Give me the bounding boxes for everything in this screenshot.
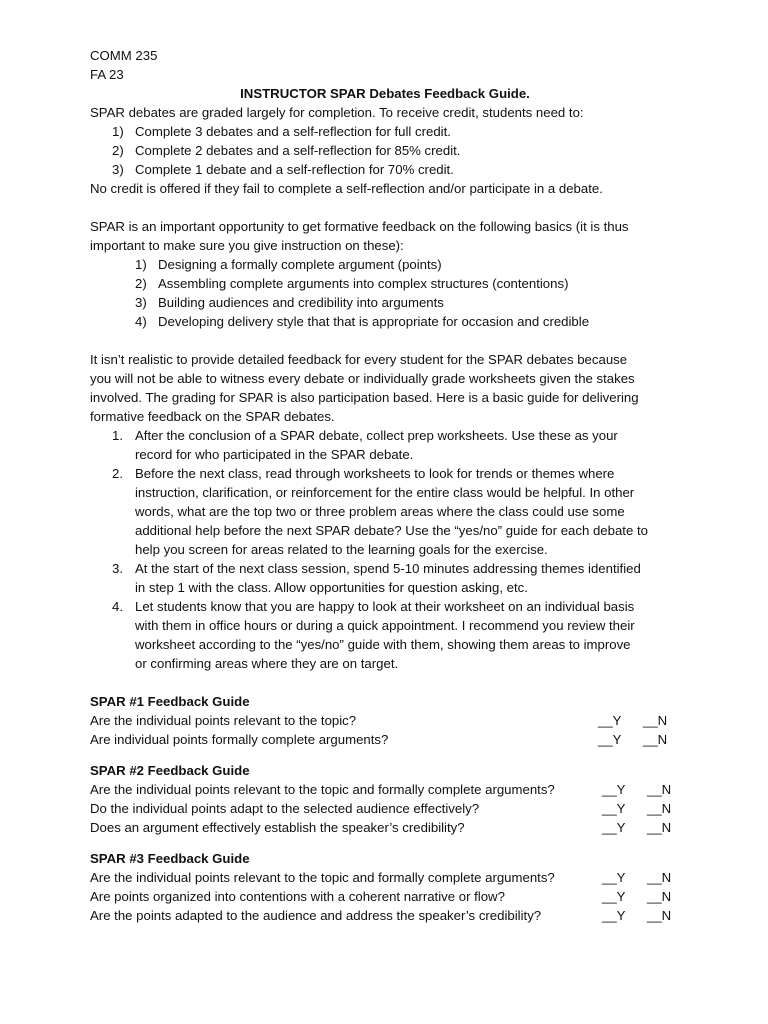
step-item: 3. At the start of the next class session, spend 5-10 minutes addressing themes identified in step 1 with the class. Allow opportunities for question asking, etc. [112,561,641,595]
course-code: COMM 235 [90,48,158,63]
feedback-question: Do the individual points adapt to the selected audience effectively? __Y __N [90,801,672,816]
yes-blank: __Y [602,908,626,923]
feedback-question: Does an argument effectively establish the speaker’s credibility? __Y __N [90,820,672,835]
yes-blank: __Y [602,820,626,835]
feedback-question: Are the points adapted to the audience and address the speaker’s credibility? __Y __N [90,908,672,923]
yes-blank: __Y [598,732,622,747]
step-item: 1. After the conclusion of a SPAR debate, collect prep worksheets. Use these as your record for who participated in the SPAR debate. [112,428,618,462]
document-title: INSTRUCTOR SPAR Debates Feedback Guide. [240,86,530,101]
no-blank: __N [647,782,672,797]
list-item: 3) Building audiences and credibility into arguments [135,295,444,310]
no-blank: __N [647,908,672,923]
yes-blank: __Y [602,782,626,797]
feedback-question: Are the individual points relevant to the topic? __Y __N [90,713,668,728]
feedback-heading-spar-3: SPAR #3 Feedback Guide [90,851,250,866]
basics-lead: important to make sure you give instruction on these): [90,238,404,253]
list-item: 1) Complete 3 debates and a self-reflection for full credit. [112,124,451,139]
guide-lead: formative feedback on the SPAR debates. [90,409,335,424]
guide-lead: involved. The grading for SPAR is also participation based. Here is a basic guide for delivering [90,390,639,405]
list-item: 4) Developing delivery style that that is appropriate for occasion and credible [135,314,590,329]
feedback-heading-spar-1: SPAR #1 Feedback Guide [90,694,250,709]
feedback-question: Are the individual points relevant to the topic and formally complete arguments? __Y __N [90,870,672,885]
feedback-question: Are the individual points relevant to the topic and formally complete arguments? __Y __N [90,782,672,797]
no-blank: __N [647,889,672,904]
no-blank: __N [647,820,672,835]
feedback-heading-spar-2: SPAR #2 Feedback Guide [90,763,250,778]
yes-blank: __Y [602,870,626,885]
document-page [90,46,690,925]
intro-lead: SPAR debates are graded largely for completion. To receive credit, students need to: [90,105,584,120]
basics-lead: SPAR is an important opportunity to get formative feedback on the following basics (it is thus [90,219,629,234]
guide-steps [90,426,690,673]
yes-blank: __Y [602,889,626,904]
list-item: 2) Assembling complete arguments into complex structures (contentions) [135,276,569,291]
no-blank: __N [647,801,672,816]
list-item: 2) Complete 2 debates and a self-reflection for 85% credit. [112,143,461,158]
yes-blank: __Y [602,801,626,816]
guide-lead: you will not be able to witness every debate or individually grade worksheets given the stakes [90,371,635,386]
yes-blank: __Y [598,713,622,728]
credit-list [90,122,690,179]
no-blank: __N [643,713,668,728]
basics-list [90,255,690,331]
step-item: 4. Let students know that you are happy to look at their worksheet on an individual basis with them in office hours or during a quick appointment. I recommend you review their worksheet according to the “yes/no” guide with them, showing them areas to improve or confirming areas where they are on target. [112,599,635,671]
guide-lead: It isn’t realistic to provide detailed feedback for every student for the SPAR debates because [90,352,628,367]
step-item: 2. Before the next class, read through worksheets to look for trends or themes where instruction, clarification, or reinforcement for the entire class would be helpful. In other words, what are the top two or three problem areas where the class could use some additional help before the next SPAR debate? Use the “yes/no” guide for each debate to help you screen for areas related to the learning goals for the exercise. [112,466,648,557]
no-blank: __N [643,732,668,747]
feedback-question: Are points organized into contentions with a coherent narrative or flow? __Y __N [90,889,672,904]
list-item: 1) Designing a formally complete argument (points) [135,257,442,272]
list-item: 3) Complete 1 debate and a self-reflection for 70% credit. [112,162,454,177]
feedback-question: Are individual points formally complete arguments? __Y __N [90,732,668,747]
term: FA 23 [90,67,124,82]
intro-closing: No credit is offered if they fail to complete a self-reflection and/or participate in a debate. [90,181,603,196]
no-blank: __N [647,870,672,885]
